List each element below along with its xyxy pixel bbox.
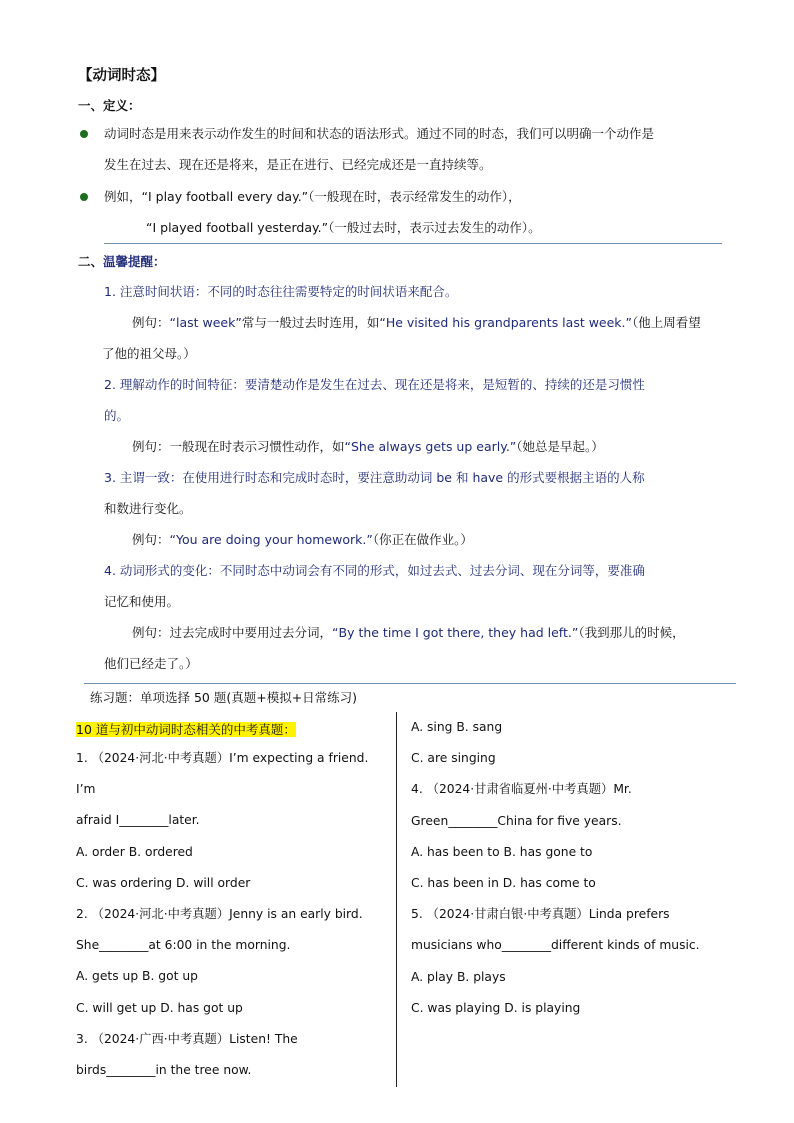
tip-4-example-note: （我到那儿的时候， bbox=[578, 625, 685, 640]
definition-heading: 一、定义： bbox=[78, 98, 141, 113]
option-line: C. was playing D. is playing bbox=[411, 1000, 581, 1015]
practice-heading: 练习题：单项选择 50 题(真题+模拟+日常练习) bbox=[90, 690, 358, 705]
questions-right-column bbox=[411, 712, 721, 1024]
tip-2: 2. 理解动作的时间特征：要清楚动作是发生在过去、现在还是将来，是短暂的、持续的还是习惯性 bbox=[104, 377, 645, 392]
tip-1-example-quote-2: “He visited his grandparents last week.” bbox=[379, 315, 632, 330]
question-line: 4. （2024·甘肃省临夏州·中考真题）Mr. bbox=[411, 782, 632, 797]
tip-3-example-prefix: 例句： bbox=[132, 532, 170, 547]
questions-left-column bbox=[76, 743, 384, 1086]
tip-2-example-quote: “She always gets up early.” bbox=[344, 439, 517, 454]
tip-1-example-quote-1: “last week” bbox=[169, 315, 242, 330]
real-exam-highlight bbox=[76, 720, 296, 738]
example-note-1: （一般现在时，表示经常发生的动作）， bbox=[308, 189, 521, 204]
tip-4-cont: 记忆和使用。 bbox=[104, 594, 180, 609]
option-line: A. has been to B. has gone to bbox=[411, 844, 593, 859]
tips-heading bbox=[78, 252, 166, 270]
tip-4-example-prefix: 例句：过去完成时中要用过去分词， bbox=[132, 625, 333, 640]
bullet-icon bbox=[80, 130, 88, 138]
question-line: birds________in the tree now. bbox=[76, 1063, 252, 1078]
example-sentence-1: “I play football every day.” bbox=[141, 189, 309, 204]
tip-2-example-prefix: 例句：一般现在时表示习惯性动作，如 bbox=[132, 439, 345, 454]
highlight-text: 10 道与初中动词时态相关的中考真题： bbox=[76, 722, 296, 737]
divider bbox=[84, 683, 736, 684]
option-line: A. sing B. sang bbox=[411, 720, 503, 734]
divider bbox=[104, 243, 722, 244]
bullet-icon bbox=[80, 193, 88, 201]
tip-3-cont: 和数进行变化。 bbox=[104, 501, 192, 516]
tip-1-example-note-cont: 了他的祖父母。） bbox=[102, 346, 196, 361]
option-line: A. order B. ordered bbox=[76, 844, 193, 859]
definition-line-2: 发生在过去、现在还是将来，是正在进行、已经完成还是一直持续等。 bbox=[104, 157, 492, 172]
tips-list bbox=[104, 276, 720, 679]
column-divider bbox=[396, 712, 397, 1087]
example-sentence-2: “I played football yesterday.” bbox=[146, 220, 329, 235]
option-line: C. was ordering D. will order bbox=[76, 875, 251, 890]
tip-3-example-note: （你正在做作业。） bbox=[372, 532, 473, 547]
tip-4-example-note-cont: 他们已经走了。） bbox=[104, 656, 198, 671]
example-note-2: （一般过去时，表示过去发生的动作）。 bbox=[328, 220, 541, 235]
option-line: C. will get up D. has got up bbox=[76, 1000, 243, 1015]
definition-paragraph bbox=[104, 118, 724, 180]
example-prefix: 例如， bbox=[104, 189, 142, 204]
tip-1-example-prefix: 例句： bbox=[132, 315, 170, 330]
question-line: 1. （2024·河北·中考真题）I’m expecting a friend. I’m bbox=[76, 751, 369, 797]
question-line: She________at 6:00 in the morning. bbox=[76, 938, 291, 953]
option-line: A. gets up B. got up bbox=[76, 969, 198, 984]
example-paragraph bbox=[104, 181, 541, 243]
tip-2-cont: 的。 bbox=[104, 408, 130, 423]
question-line: 5. （2024·甘肃白银·中考真题）Linda prefers bbox=[411, 907, 670, 922]
question-line: 2. （2024·河北·中考真题）Jenny is an early bird. bbox=[76, 907, 363, 922]
tip-4-example-quote: “By the time I got there, they had left.” bbox=[332, 625, 579, 640]
option-line: C. has been in D. has come to bbox=[411, 876, 596, 891]
tip-3-example-quote: “You are doing your homework.” bbox=[169, 532, 373, 547]
question-line: musicians who________different kinds of music. bbox=[411, 938, 700, 953]
definition-line-1: 动词时态是用来表示动作发生的时间和状态的语法形式。通过不同的时态，我们可以明确一个动作是 bbox=[104, 126, 655, 141]
tip-3: 3. 主谓一致：在使用进行时态和完成时态时，要注意助动词 be 和 have 的形式要根据主语的人称 bbox=[104, 470, 645, 485]
question-line: 3. （2024·广西·中考真题）Listen! The bbox=[76, 1031, 298, 1046]
question-line: afraid I________later. bbox=[76, 813, 200, 828]
tips-heading-num: 二、 bbox=[78, 254, 104, 269]
tips-heading-label: 温馨提醒： bbox=[103, 254, 166, 269]
tip-1: 1. 注意时间状语：不同的时态往往需要特定的时间状语来配合。 bbox=[104, 284, 458, 299]
tip-1-example-mid: 常与一般过去时连用，如 bbox=[241, 315, 380, 330]
question-line: Green________China for five years. bbox=[411, 813, 622, 828]
tip-4: 4. 动词形式的变化：不同时态中动词会有不同的形式，如过去式、过去分词、现在分词等，要准确 bbox=[104, 563, 645, 578]
section-title: 【动词时态】 bbox=[78, 68, 165, 84]
tip-1-example-note: （他上周看望 bbox=[632, 315, 701, 330]
option-line: C. are singing bbox=[411, 751, 496, 766]
option-line: A. play B. plays bbox=[411, 969, 506, 984]
tip-2-example-note: （她总是早起。） bbox=[516, 439, 604, 454]
